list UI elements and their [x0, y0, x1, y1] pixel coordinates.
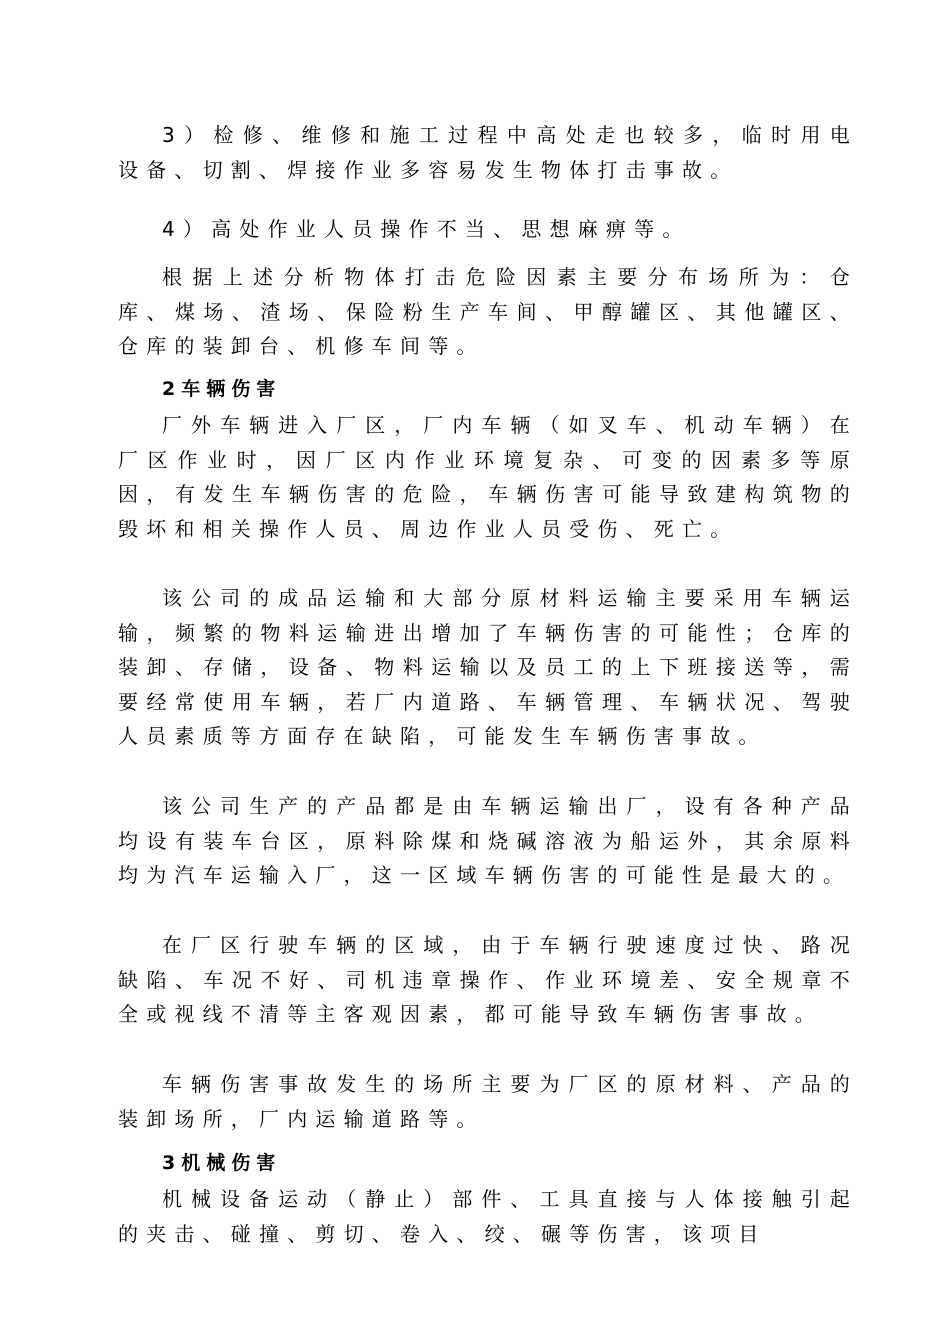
- paragraph-mechanical-intro: 机械设备运动（静止）部件、工具直接与人体接触引起的夹击、碰撞、剪切、卷入、绞、碾等伤害，该项目: [118, 1187, 858, 1246]
- section-heading-vehicle-injury: 2车辆伤害: [162, 378, 282, 400]
- paragraph-vehicle-transport: 该公司的成品运输和大部分原材料运输主要采用车辆运输，频繁的物料运输进出增加了车辆伤害的可能性；仓库的装卸、存储，设备、物料运输以及员工的上下班接送等，需要经常使用车辆，若厂内道路、车辆管理、车辆状况、驾驶人员素质等方面存在缺陷，可能发生车辆伤害事故。: [118, 586, 858, 748]
- paragraph-vehicle-products: 该公司生产的产品都是由车辆运输出厂，设有各种产品均设有装车台区，原料除煤和烧碱溶液为船运外，其余原料均为汽车运输入厂，这一区域车辆伤害的可能性是最大的。: [118, 794, 858, 887]
- paragraph-item-4: 4）高处作业人员操作不当、思想麻痹等。: [162, 217, 691, 241]
- paragraph-vehicle-factors: 在厂区行驶车辆的区域，由于车辆行驶速度过快、路况缺陷、车况不好、司机违章操作、作业环境差、安全规章不全或视线不清等主客观因素，都可能导致车辆伤害事故。: [118, 933, 858, 1026]
- paragraph-vehicle-intro: 厂外车辆进入厂区，厂内车辆（如叉车、机动车辆）在厂区作业时，因厂区内作业环境复杂、可变的因素多等原因，有发生车辆伤害的危险，车辆伤害可能导致建构筑物的毁坏和相关操作人员、周边作业人员受伤、死亡。: [118, 413, 858, 541]
- section-heading-mechanical-injury: 3机械伤害: [162, 1152, 282, 1174]
- paragraph-hazard-locations: 根据上述分析物体打击危险因素主要分布场所为：仓库、煤场、渣场、保险粉生产车间、甲醇罐区、其他罐区、仓库的装卸台、机修车间等。: [118, 265, 858, 358]
- paragraph-item-3: 3）检修、维修和施工过程中高处走也较多，临时用电设备、切割、焊接作业多容易发生物体打击事故。: [118, 123, 858, 182]
- paragraph-vehicle-locations: 车辆伤害事故发生的场所主要为厂区的原材料、产品的装卸场所，厂内运输道路等。: [118, 1072, 858, 1131]
